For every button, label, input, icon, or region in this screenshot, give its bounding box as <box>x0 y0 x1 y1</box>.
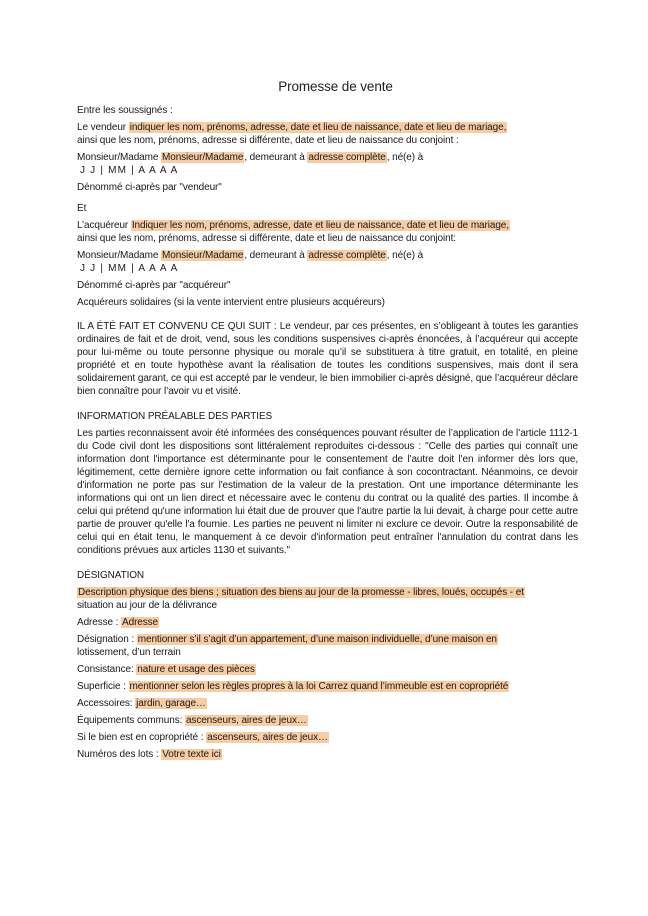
accessories-label: Accessoires: <box>77 698 136 709</box>
surface-field[interactable]: mentionner selon les règles propres à la loi Carrez quand l’immeuble est en copropriété <box>129 681 509 692</box>
agreement-paragraph: IL A ÉTÉ FAIT ET CONVENU CE QUI SUIT : Le vendeur, par ces présentes, en s’obligeant à toutes les garanties ordinaires de fait et de droit, vend, sous les conditions suspensives ci-après énoncées, à l’acquéreur qui accepte pour lui-même ou toute personne physique ou morale qu’il se substituera à titre gratuit, en totalité, en pleine propriété et en toute hypothèse avant la réalisation de toutes les conditions suspensives, mais dont il sera solidairement garant, ce qui est accepté par le vendeur, le bien immobilier ci-après désigné, que l’acquéreur déclare bien connaître pour l’avoir vu et visité. <box>77 321 578 397</box>
seller-civility-field[interactable]: Monsieur/Madame <box>162 152 244 163</box>
design-line <box>77 633 578 646</box>
buyer-civility-label: Monsieur/Madame <box>77 250 161 261</box>
buyer-address-field[interactable]: adresse complète <box>308 250 386 261</box>
design-line-rest: lotissement, d’un terrain <box>77 647 181 658</box>
seller-residing-label: , demeurant à <box>244 152 308 163</box>
seller-placeholder[interactable]: indiquer les nom, prénoms, adresse, date et lieu de naissance, date et lieu de mariage, <box>129 122 507 133</box>
seller-line-1 <box>77 121 578 134</box>
buyer-solidary: Acquéreurs solidaires (si la vente intervient entre plusieurs acquéreurs) <box>77 297 385 308</box>
consistance-field[interactable]: nature et usage des pièces <box>137 664 255 675</box>
copro-field[interactable]: ascenseurs, aires de jeux… <box>207 732 328 743</box>
seller-line-2: ainsi que les nom, prénoms, adresse si différente, date et lieu de naissance du conjoint : <box>77 135 459 146</box>
intro-line: Entre les soussignés : <box>77 105 173 116</box>
buyer-birth-date[interactable]: J J | MM | A A A A <box>80 263 179 274</box>
info-heading: INFORMATION PRÉALABLE DES PARTIES <box>77 411 273 422</box>
description-field[interactable]: Description physique des biens ; situation des biens au jour de la promesse - libres, loués, occupés - et <box>78 587 524 598</box>
accessories-field[interactable]: jardin, garage… <box>136 698 206 709</box>
equipment-line <box>77 714 578 727</box>
lots-label: Numéros des lots : <box>77 749 162 760</box>
consistance-line <box>77 663 578 676</box>
seller-civility-label: Monsieur/Madame <box>77 152 161 163</box>
buyer-line-2: ainsi que les nom, prénoms, adresse si différente, date et lieu de naissance du conjoint: <box>77 233 456 244</box>
buyer-residing-label: , demeurant à <box>244 250 308 261</box>
document-title: Promesse de vente <box>278 79 393 94</box>
lots-field[interactable]: Votre texte ici <box>162 749 221 760</box>
equipment-field[interactable]: ascenseurs, aires de jeux… <box>185 715 307 726</box>
address-line <box>77 616 578 629</box>
info-paragraph: Les parties reconnaissent avoir été informées des conséquences pouvant résulter de l’application de l’article 1112-1 du Code civil dont les dispositions sont littéralement reproduites ci-dessous : "Celle des parties qui connaît une information dont l'importance est déterminante pour le consentement de l'autre doit l'en informer dès lors que, légitimement, cette dernière ignore cette information ou fait confiance à son cocontractant. Néanmoins, ce devoir d'information ne porte pas sur l'estimation de la valeur de la prestation. Ont une importance déterminante les informations qui ont un lien direct et nécessaire avec le contenu du contrat ou la qualité des parties. Il incombe à celui qui prétend qu'une information lui était due de prouver que l'autre partie la lui devait, à charge pour cette autre partie de prouver qu'elle l'a fournie. Les parties ne peuvent ni limiter ni exclure ce devoir. Outre la responsabilité de celui qui en était tenu, le manquement à ce devoir d'information peut entraîner l'annulation du contrat dans les conditions prévues aux articles 1130 et suivants." <box>77 428 578 556</box>
buyer-named: Dénommé ci-après par "acquéreur" <box>77 280 231 291</box>
and-separator: Et <box>77 203 87 214</box>
design-field[interactable]: mentionner s’il s’agit d’un appartement, d’une maison individuelle, d’une maison en <box>137 634 497 645</box>
address-field[interactable]: Adresse <box>122 617 159 628</box>
seller-born-label: , né(e) à <box>386 152 424 163</box>
designation-heading: DÉSIGNATION <box>77 570 145 581</box>
seller-prefix: Le vendeur <box>77 122 129 133</box>
buyer-born-label: , né(e) à <box>386 250 424 261</box>
design-label: Désignation : <box>77 634 137 645</box>
lots-line <box>77 748 578 761</box>
seller-address-field[interactable]: adresse complète <box>308 152 386 163</box>
equipment-label: Équipements communs: <box>77 715 185 726</box>
seller-identity-line <box>77 151 578 164</box>
buyer-prefix: L’acquéreur <box>77 220 131 231</box>
designation-description-rest: situation au jour de la délivrance <box>77 600 218 611</box>
buyer-identity-line <box>77 249 578 262</box>
copro-line <box>77 731 578 744</box>
buyer-civility-field[interactable]: Monsieur/Madame <box>162 250 244 261</box>
surface-line <box>77 680 578 693</box>
seller-birth-date[interactable]: J J | MM | A A A A <box>80 165 179 176</box>
address-label: Adresse : <box>77 617 122 628</box>
designation-description <box>77 586 578 599</box>
consistance-label: Consistance: <box>77 664 137 675</box>
buyer-line-1 <box>77 219 578 232</box>
accessories-line <box>77 697 578 710</box>
seller-named: Dénommé ci-après par "vendeur" <box>77 182 222 193</box>
copro-label: Si le bien est en copropriété : <box>77 732 207 743</box>
surface-label: Superficie : <box>77 681 129 692</box>
buyer-placeholder[interactable]: Indiquer les nom, prénoms, adresse, date et lieu de naissance, date et lieu de mariage, <box>131 220 509 231</box>
